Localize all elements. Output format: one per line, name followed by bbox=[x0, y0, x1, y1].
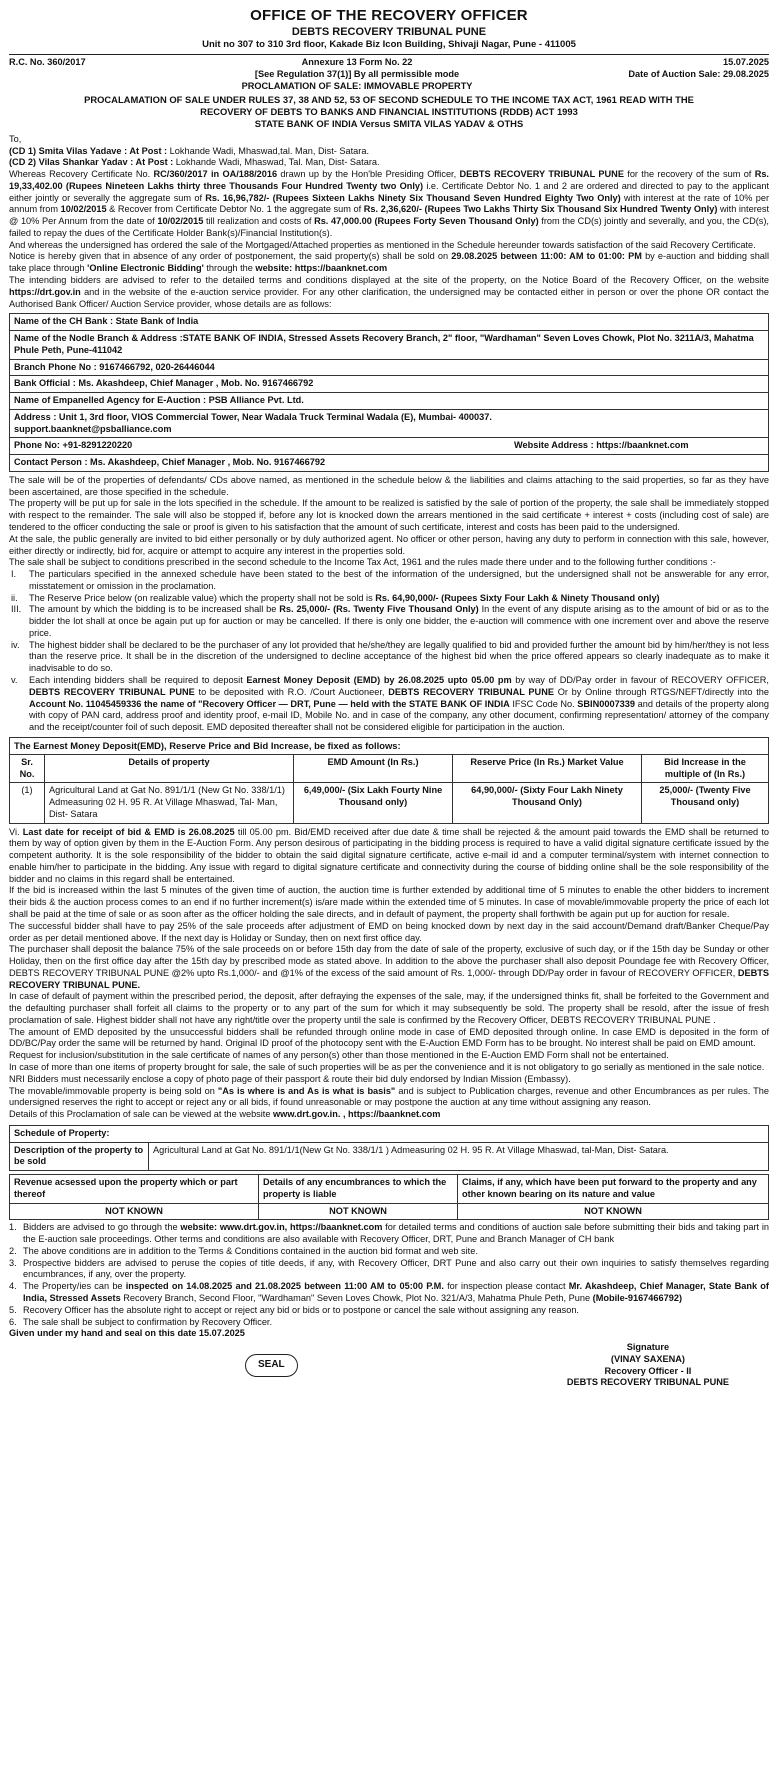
body-paragraph-2: The property will be put up for sale in the lots specified in the schedule. If the amount to be realized is satisfied by the sale of portion of the property, the sale shall be immediately stopped with respect to the remainder. The sale will also be stopped if, before any lot is knocked down the arrears mentioned in the said certificate + interest + costs (including cost of sale) are tendered to the officer conducting the sale or proof is given to his satisfaction that the amount of such certificate, interest and costs has been paid to the undersigned. bbox=[9, 498, 769, 533]
emd-header-details: Details of property bbox=[45, 754, 294, 783]
post-paragraph-9: NRI Bidders must necessarily enclose a copy of photo page of their passport & route their bid duly endorsed by Indian Mission (Embassy). bbox=[9, 1073, 571, 1084]
post-paragraph-4: The purchaser shall deposit the balance 75% of the sale proceeds on or before 15th day from the date of sale of the property, exclusive of such day, or if the 15th day be Sunday or other Holiday, then on the first office day after the 15th day by prescribed mode as stated above. In addition to the above the purchaser shall also deposit Poundage fee with Recovery Officer, DEBTS RECOVERY TRIBUNAL PUNE @2% upto Rs.1,000/- and @1% of the excess of the said amount of Rs. 1,000/- through DD/Pay order in favour of RECOVERY OFFICER, DEBTS RECOVERY TRIBUNAL PUNE. bbox=[9, 944, 769, 990]
proclamation-line2: RECOVERY OF DEBTS TO BANKS AND FINANCIAL INSTITUTIONS (RDDB) ACT 1993 bbox=[200, 105, 578, 117]
table-row bbox=[10, 783, 769, 823]
agency-address: Address : Unit 1, 3rd floor, VIOS Commercial Tower, Near Wadala Truck Terminal Wadala (E), Mumbai- 400037. support.baanknet@psballiance.com bbox=[10, 409, 769, 438]
note-6: 6. The sale shall be subject to confirmation by Recovery Officer. bbox=[9, 1316, 273, 1327]
signature-label: Signature bbox=[626, 1342, 670, 1353]
meta-row bbox=[9, 57, 769, 92]
emd-sr: (1) bbox=[10, 783, 45, 823]
emd-table bbox=[9, 754, 769, 824]
auction-date: Date of Auction Sale: 29.08.2025 bbox=[628, 69, 769, 80]
post-paragraph-6: The amount of EMD deposited by the unsuccessful bidders shall be refunded through online mode in case of EMD deposited through online. In case EMD is deposited in the form of DD/BC/Pay order the same will be returned by hand. Original ID proof of the photocopy sent with the E-Auction EMD Form has to be brought. No interest shall be paid on EMD amount. bbox=[9, 1026, 769, 1049]
branch-phone: Branch Phone No : 9167466792, 020-26446044 bbox=[10, 359, 769, 376]
note-4: 4. The Property/ies can be inspected on 14.08.2025 and 21.08.2025 between 11:00 AM to 05:00 P.M. for inspection please contact Mr. Akashdeep, Chief Manager, State Bank of India, Stressed Assets Recovery Branch, Second Floor, "Wardhaman" Seven Loves Chowk, Plot No. 321/A/3, Mahatma Phule Peth, Pune (Mobile-9167466792) bbox=[9, 1281, 769, 1303]
office-title: OFFICE OF THE RECOVERY OFFICER bbox=[250, 7, 528, 24]
annexure: Annexure 13 Form No. 22 bbox=[301, 57, 413, 68]
emd-header-bid: Bid Increase in the multiple of (In Rs.) bbox=[642, 754, 769, 783]
post-paragraph-11: Details of this Proclamation of sale can be viewed at the website www.drt.gov.in. , https://baanknet.com bbox=[9, 1109, 441, 1120]
body-paragraph-1: The sale will be of the properties of defendants/ CDs above named, as mentioned in the schedule below & the liabilities and claims attaching to the said properties, so far as they have been ascertained, are those specified in the schedule. bbox=[9, 474, 769, 497]
note-5: 5. Recovery Officer has the absolute right to accept or reject any bid or bids or to postpone or cancel the sale without assigning any reason. bbox=[9, 1304, 579, 1315]
note-2: 2. The above conditions are in addition to the Terms & Conditions contained in the auction bid format and web site. bbox=[9, 1245, 478, 1256]
schedule-v-encumbrance: NOT KNOWN bbox=[259, 1203, 458, 1220]
agency-website: Website Address : https://baanknet.com bbox=[510, 438, 769, 455]
bank-official: Bank Official : Ms. Akashdeep, Chief Manager , Mob. No. 9167466792 bbox=[10, 376, 769, 393]
signatory-name: (VINAY SAXENA) bbox=[610, 1353, 685, 1364]
schedule-v-revenue: NOT KNOWN bbox=[10, 1203, 259, 1220]
post-paragraph-5: In case of default of payment within the prescribed period, the deposit, after defraying the expenses of the sale, may, if the undersigned thinks fit, shall be forfeited to the Government and the defaulting purchaser shall forfeit all claims to the property or to any part of the sum for which it may subsequently be sold. The property shall be resold, after the issue of fresh proclamation of sale. Highest bidder shall not have any right/title over the property until the sale is confirmed by the Recovery Officer, DEBTS RECOVERY TRIBUNAL PUNE . bbox=[9, 991, 769, 1025]
nodal-branch: Name of the Nodle Branch & Address :STATE BANK OF INDIA, Stressed Assets Recovery Branch, 2" floor, "Wardhaman" Seven Loves Chowk, Plot No. 3211A/3, Mahatma Phule Peth, Pune-411042 bbox=[10, 331, 769, 360]
proclamation-line1: PROCALAMATION OF SALE UNDER RULES 37, 38 AND 52, 53 OF SECOND SCHEDULE TO THE INCOME TAX ACT, 1961 READ WITH THE bbox=[84, 93, 694, 105]
emd-header-sr: Sr. No. bbox=[10, 754, 45, 783]
note-3: 3. Prospective bidders are advised to peruse the copies of title deeds, if any, with Recovery Officer, DRT Pune and also carry out their own inquiries to satisfy themselves regarding encumbrances, if any, over the property. bbox=[9, 1257, 769, 1280]
agency-phone: Phone No: +91-8291220220 bbox=[10, 438, 511, 455]
signatory-designation: Recovery Officer - II bbox=[604, 1365, 692, 1376]
condition-ii: ii. The Reserve Price below (on realizable value) which the property shall not be sold is Rs. 64,90,000/- (Rupees Sixty Four Lakh & Ninety Thousand only) bbox=[11, 592, 660, 603]
condition-v: v. Each intending bidders shall be required to deposit Earnest Money Deposit (EMD) by 26.08.2025 upto 05.00 pm by way of DD/Pay order in favour of RECOVERY OFFICER, DEBTS RECOVERY TRIBUNAL PUNE to be deposited with R.O. /Court Auctioneer, DEBTS RECOVERY TRIBUNAL PUNE Or by Online through RTGS/NEFT/directly into the Account No. 11045459336 the name of "Recovery Officer — DRT, Pune — held with the STATE BANK OF INDIA IFSC Code No. SBIN0007339 and details of the property along with copy of PAN card, address proof and identity proof, e-mail ID, Mobile No. and in case of the company, any other document, confirming representation/ attorney of the company and the receipt/counter foil of such deposit. EMD deposited thereafter shall not be considered eligible for participation in the auction. bbox=[11, 674, 769, 733]
emd-bid: 25,000/- (Twenty Five Thousand only) bbox=[642, 783, 769, 823]
notes-list bbox=[9, 1222, 769, 1328]
document-header bbox=[9, 6, 769, 51]
signature bbox=[567, 1342, 729, 1389]
proclamation-heading bbox=[9, 94, 769, 130]
schedule-v-claims: NOT KNOWN bbox=[458, 1203, 769, 1220]
schedule-h-encumbrance: Details of any encumbrances to which the property is liable bbox=[259, 1175, 458, 1204]
proclamation-type: PROCLAMATION OF SALE: IMMOVABLE PROPERTY bbox=[241, 80, 473, 91]
emd-details: Agricultural Land at Gat No. 891/1/1 (New Gt No. 338/1/1) Admeasuring 02 H. 95 R. At Village Mhaswad, Tal- Man, Dist- Satara bbox=[45, 783, 294, 823]
condition-iv: iv. The highest bidder shall be declared to be the purchaser of any lot provided that he/she/they are legally qualified to bid and provided further the amount bid by him/her/they is not less than the reserve price. It shall be in the discretion of the undersigned to decline acceptance of the highest bid when the price offered appears so clearly inadequate as to make it inadvisable to do so. bbox=[11, 639, 769, 674]
cd2-line: (CD 2) Vilas Shankar Yadav : At Post : Lokhande Wadi, Mhaswad, Tal. Man, Dist- Satara. bbox=[9, 157, 380, 168]
emd-amount: 6,49,000/- (Six Lakh Fourty Nine Thousand only) bbox=[294, 783, 453, 823]
bidders-advice-paragraph: The intending bidders are advised to refer to the detailed terms and conditions displayed at the site of the property, on the Notice Board of the Recovery Officer, on the website https://drt.gov.in and in the website of the e-auction service provider. For any other clarification, the undersigned may be contacted either in person or over the phone OR contact the Authorised Bank Officer/ Auction Service provider, whose details are as follows: bbox=[9, 275, 769, 309]
seal-stamp: SEAL bbox=[245, 1354, 298, 1377]
schedule-claims-table bbox=[9, 1174, 769, 1220]
post-paragraph-vi: Vi. Last date for receipt of bid & EMD is 26.08.2025 till 05.00 pm. Bid/EMD received after due date & time shall be rejected & the amount paid towards the EMD shall be returned to them by way of option given by them in the E-Auction Form. Any person desirous of participating in the bidding process is required to have a valid digital signature certificate issued by the competent authority. It is the sole responsibility of the bidder to obtain the said digital signature certificate, active e-mail id and a computer terminal/system with internet connection to enable him/her to participate in the bidding. Any issue with regard to digital signature certificate and connectivity during the course of bidding online shall be the sole responsibility of the bidder and no claims in this regard shall be entertained. bbox=[9, 826, 769, 884]
tribunal-title: DEBTS RECOVERY TRIBUNAL PUNE bbox=[291, 26, 487, 39]
case-title: STATE BANK OF INDIA Versus SMITA VILAS YADAV & OTHS bbox=[254, 117, 524, 129]
rc-number: R.C. No. 360/2017 bbox=[9, 57, 86, 68]
signature-block bbox=[9, 1342, 769, 1398]
notice-date: 15.07.2025 bbox=[723, 57, 769, 68]
bank-contact-table bbox=[9, 313, 769, 472]
to-line: To, bbox=[9, 133, 22, 144]
given-under-line: Given under my hand and seal on this date 15.07.2025 bbox=[9, 1328, 245, 1339]
emd-header-amount: EMD Amount (In Rs.) bbox=[294, 754, 453, 783]
ch-bank: Name of the CH Bank : State Bank of India bbox=[10, 314, 769, 331]
schedule-title: Schedule of Property: bbox=[10, 1125, 769, 1142]
regulation: [See Regulation 37(1)] By all permissible mode bbox=[254, 69, 460, 80]
schedule-table bbox=[9, 1125, 769, 1171]
post-paragraph-7: Request for inclusion/substitution in the sale certificate of names of any person(s) other than those mentioned in the E-Auction EMD Form shall not be entertained. bbox=[9, 1050, 669, 1061]
body-paragraph-3: At the sale, the public generally are invited to bid either personally or by duly authorized agent. No officer or other person, having any duty to perform in connection with this sale, however, either directly or indirectly, bid for, acquire or attempt to acquire any interest in the properties sold. bbox=[9, 533, 769, 556]
schedule-h-claims: Claims, if any, which have been put forward to the property and any other known bearing on its nature and value bbox=[458, 1175, 769, 1204]
table-row bbox=[10, 1203, 769, 1220]
schedule-desc-value: Agricultural Land at Gat No. 891/1/1(New Gt No. 338/1/1 ) Admeasuring 02 H. 95 R. At Village Mhaswad, tal-Man, Dist- Satara. bbox=[149, 1142, 769, 1171]
condition-i: I. The particulars specified in the annexed schedule have been stated to the best of the information of the undersigned, but the undersigned shall not be answerable for any error, misstatement or omission in the proclamation. bbox=[11, 569, 769, 591]
signatory-tribunal: DEBTS RECOVERY TRIBUNAL PUNE bbox=[566, 1377, 729, 1388]
cd1-line: (CD 1) Smita Vilas Yadave : At Post : Lokhande Wadi, Mhaswad,tal. Man, Dist- Satara. bbox=[9, 145, 370, 156]
emd-header-reserve: Reserve Price (In Rs.) Market Value bbox=[453, 754, 642, 783]
notice-paragraph: Notice is hereby given that in absence of any order of postponement, the said property(s) shall be sold on 29.08.2025 between 11:00: AM to 01:00: PM by e-auction and bidding shall take place through 'Online Electronic Bidding' through the website: https://baanknet.com bbox=[9, 251, 769, 274]
emd-caption: The Earnest Money Deposit(EMD), Reserve Price and Bid Increase, be fixed as follows: bbox=[9, 737, 769, 754]
contact-person: Contact Person : Ms. Akashdeep, Chief Manager , Mob. No. 9167466792 bbox=[10, 455, 769, 472]
sale-order-paragraph: And whereas the undersigned has ordered the sale of the Mortgaged/Attached properties as mentioned in the Schedule hereunder towards satisfaction of the said Recovery Certificate. bbox=[9, 239, 756, 250]
auction-agency: Name of Empanelled Agency for E-Auction : PSB Alliance Pvt. Ltd. bbox=[10, 393, 769, 410]
condition-iii: III. The amount by which the bidding is to be increased shall be Rs. 25,000/- (Rs. Twenty Five Thousand Only) In the event of any dispute arising as to the amount of bid or as to the bidder the lot shall at once be again put up for auction or may be cancelled. If there is only one bidder, the e-auction will commence with one increment over and above the reserve price. bbox=[11, 604, 769, 638]
body-paragraph-4: The sale shall be subject to conditions prescribed in the second schedule to the Income Tax Act, 1961 and the rules made there under and to the following further conditions :- bbox=[9, 557, 716, 568]
schedule-h-revenue: Revenue acsessed upon the property which or part thereof bbox=[10, 1175, 259, 1204]
post-paragraph-3: The successful bidder shall have to pay 25% of the sale proceeds after adjustment of EMD on being knocked down by next day in the said account/Demand draft/Banker Cheque/Pay order as per detail mentioned above. If the next day is Holiday or Sunday, then on next first office day. bbox=[9, 920, 769, 943]
proclamation-page bbox=[9, 0, 769, 1398]
schedule-desc-label: Description of the property to be sold bbox=[10, 1142, 149, 1171]
post-paragraph-2: If the bid is increased within the last 5 minutes of the given time of auction, the auction time is further extended by additional time of 5 minutes to enable the other bidders to increment their bids & the auction process comes to an end if no further increment(s) is/are made within the extended time of 5 minutes. In case of movable/immovable property the price of each lot shall be paid at the time of sale or as soon after as the officer holding the sale directs, and in default of payment, the property shall forthwith be again put up for auction for resale. bbox=[9, 885, 769, 920]
post-paragraph-10: The movable/immovable property is being sold on "As is where is and As is what is basis" and is subject to Publication charges, revenue and other Encumbrances as per rules. The undersigned reserves the right to accept or reject any or all bids, if found unreasonable or may postpone the auction at any time without assigning any reason. bbox=[9, 1085, 769, 1108]
office-address: Unit no 307 to 310 3rd floor, Kakade Biz Icon Building, Shivaji Nagar, Pune - 411005 bbox=[202, 39, 576, 51]
post-paragraph-8: In case of more than one items of property brought for sale, the sale of such properties will be as per the convenience and it is not obligatory to go serially as mentioned in the sale notice. bbox=[9, 1061, 765, 1072]
emd-reserve: 64,90,000/- (Sixty Four Lakh Ninety Thousand Only) bbox=[453, 783, 642, 823]
whereas-paragraph: Whereas Recovery Certificate No. RC/360/2017 in OA/188/2016 drawn up by the Hon'ble Presiding Officer, DEBTS RECOVERY TRIBUNAL PUNE for the recovery of the sum of Rs. 19,33,402.00 (Rupees Nineteen Lakhs thirty three Thousands Four Hundred Twenty two Only) i.e. Certificate Debtor No. 1 and 2 are ordered and directed to pay to the applicant either jointly or severally the aggregate sum of Rs. 16,96,782/- (Rupees Sixteen Lakhs Ninety Six Thousand Seven Hundred Eighty Two Only) with interest at the rate of 10% per annum from 10/02/2015 & Recover from Certificate Debtor No. 1 the aggregate sum of Rs. 2,36,620/- (Rupees Two Lakhs Thirty Six Thousand Six Hundred Twenty Only) with interest @ 10% Per Annum from the date of 10/02/2015 till realization and costs of Rs. 47,000.00 (Rupees Forty Seven Thousand Only) from the CD(s) jointly and severally, and you, the CD(s), failed to repay the dues of the Certificate Holder Bank(s)/Financial Institution(s). bbox=[9, 169, 770, 238]
note-1: 1. Bidders are advised to go through the website: www.drt.gov.in, https://baanknet.com for detailed terms and conditions of auction sale before submitting their bids and taking part in the E-auction sale proceedings. Other terms and conditions are also available with Recovery Officer, DRT, Pune and Branch Manager of CH bank bbox=[9, 1222, 769, 1245]
conditions-list bbox=[9, 569, 769, 734]
